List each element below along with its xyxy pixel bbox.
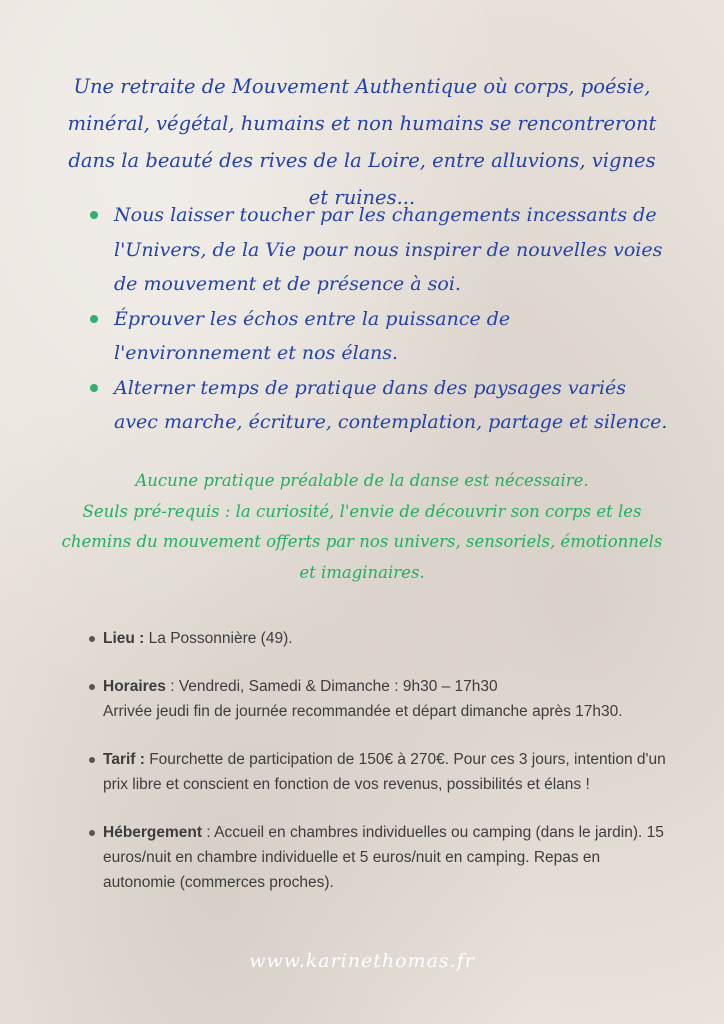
prerequisites [60, 466, 664, 588]
bullet-icon [89, 684, 95, 690]
info-item-horaires [86, 674, 676, 724]
bullet-icon [89, 830, 95, 836]
info-text: : Vendredi, Samedi & Dimanche : 9h30 – 17h30 [165, 678, 498, 695]
info-item-tarif [86, 747, 676, 797]
bullet-icon [90, 384, 98, 392]
goal-item [88, 371, 668, 440]
goal-item [88, 198, 668, 302]
website-link[interactable]: www.karinethomas.fr [249, 950, 475, 972]
prerequisites-line-2: Seuls pré-requis : la curiosité, l'envie de découvrir son corps et les chemins du mouvement offerts par nos univers, sensoriels, émotionnels et imaginaires. [61, 501, 663, 582]
info-label: Tarif : [103, 751, 145, 768]
intro-paragraph: Une retraite de Mouvement Authentique où corps, poésie, minéral, végétal, humains et non humains se rencontreront dans la beauté des rives de la Loire, entre alluvions, vignes et ruines... [67, 75, 657, 209]
info-text: Fourchette de participation de 150€ à 270€. Pour ces 3 jours, intention d'un prix libre et conscient en fonction de vos revenus, possibilités et élans ! [103, 751, 666, 793]
practical-info-list [86, 626, 676, 918]
info-label: Lieu : [103, 630, 145, 647]
info-label: Hébergement [103, 824, 203, 841]
info-item-lieu [86, 626, 676, 651]
goal-text: Alterner temps de pratique dans des paysages variés avec marche, écriture, contemplation, partage et silence. [114, 376, 668, 433]
info-text: La Possonnière (49). [144, 630, 293, 647]
info-item-hebergement [86, 820, 676, 895]
info-label: Horaires [103, 678, 166, 695]
info-text: : Accueil en chambres individuelles ou camping (dans le jardin). 15 euros/nuit en chambre individuelle et 5 euros/nuit en camping. Repas en autonomie (commerces proches). [103, 824, 664, 891]
prerequisites-line-1: Aucune pratique préalable de la danse est nécessaire. [135, 471, 589, 490]
bullet-icon [90, 315, 98, 323]
bullet-icon [90, 211, 98, 219]
goal-text: Éprouver les échos entre la puissance de l'environnement et nos élans. [114, 307, 511, 364]
goal-text: Nous laisser toucher par les changements incessants de l'Univers, de la Vie pour nous inspirer de nouvelles voies de mouvement et de présence à soi. [114, 204, 663, 295]
bullet-icon [89, 757, 95, 763]
bullet-icon [89, 636, 95, 642]
info-note: Arrivée jeudi fin de journée recommandée et départ dimanche après 17h30. [103, 703, 623, 720]
goal-item [88, 302, 668, 371]
goals-list [88, 198, 668, 440]
